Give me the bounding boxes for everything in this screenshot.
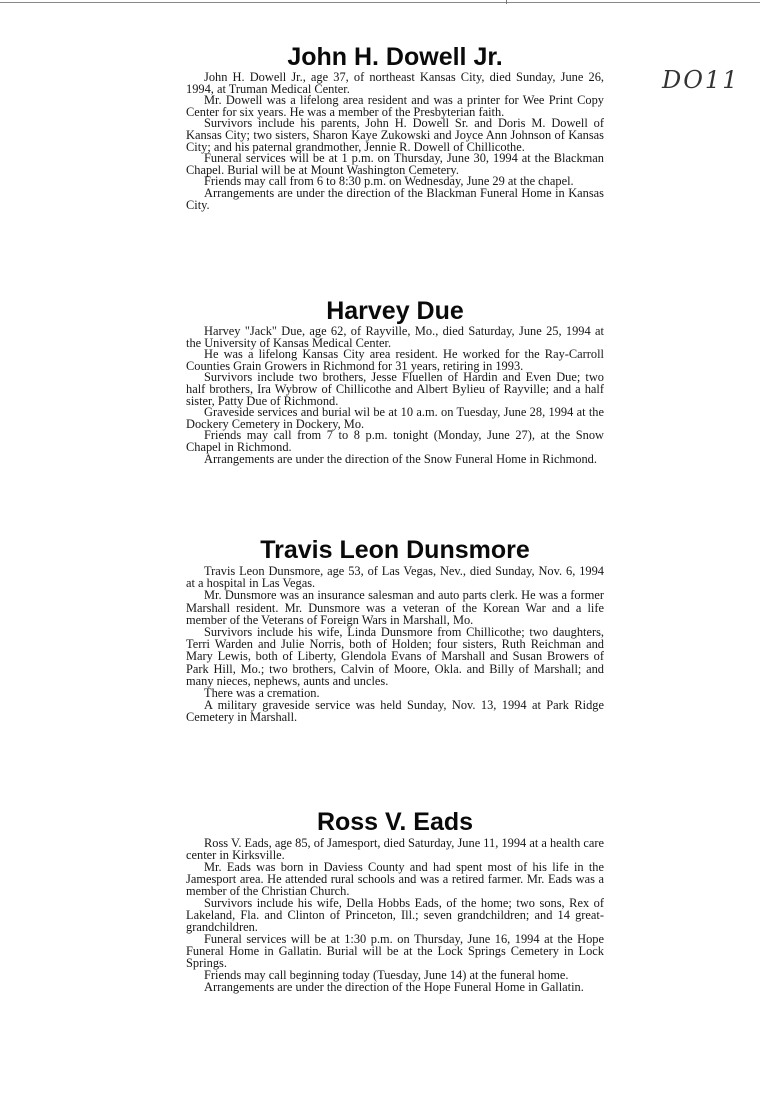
obituary-paragraph: Ross V. Eads, age 85, of Jamesport, died Saturday, June 11, 1994 at a health care center in Kirksville. <box>186 836 604 862</box>
obituary-paragraph: There was a cremation. <box>204 686 320 701</box>
obituary-name: Travis Leon Dunsmore <box>260 536 530 564</box>
obituary-name: Ross V. Eads <box>316 808 474 836</box>
obituary-paragraph: John H. Dowell Jr., age 37, of northeast Kansas City, died Sunday, June 26, 1994, at Truman Medical Center. <box>186 70 604 96</box>
obituary-paragraph: Survivors include his wife, Linda Dunsmore from Chillicothe; two daughters, Terri Warden and Julie Norris, both of Holden; four sisters, Ruth Reichman and Mary Lewis, both of Liberty, Glendola Evans of Marshall and Susan Browers of Park Hill, Mo.; two brothers, Calvin of Moore, Okla. and Billy of Marshall; and many nieces, nephews, aunts and uncles. <box>186 625 604 688</box>
obituary-paragraph: Arrangements are under the direction of the Snow Funeral Home in Richmond. <box>204 451 597 466</box>
obituary-paragraph: Funeral services will be at 1 p.m. on Thursday, June 30, 1994 at the Blackman Chapel. Burial will be at Mount Washington Cemetery. <box>186 151 604 177</box>
obituary-name: John H. Dowell Jr. <box>287 43 503 71</box>
obituary-name: Harvey Due <box>326 297 464 325</box>
obituary-body <box>186 326 604 465</box>
handwritten-code: DO11 <box>662 66 740 94</box>
top-border-rule <box>0 2 760 3</box>
obituary-paragraph: Arrangements are under the direction of the Hope Funeral Home in Gallatin. <box>204 980 584 994</box>
obituary-paragraph: Graveside services and burial wil be at 10 a.m. on Tuesday, June 28, 1994 at the Dockery Cemetery in Dockery, Mo. <box>186 405 604 431</box>
obituary-paragraph: Mr. Dowell was a lifelong area resident and was a printer for Wee Print Copy Center for six years. He was a member of the Presbyterian faith. <box>186 93 604 119</box>
obituary-paragraph: Mr. Eads was born in Daviess County and had spent most of his life in the Jamesport area. He attended rural schools and was a retired farmer. Mr. Eads was a member of the Christian Church. <box>186 860 604 898</box>
top-border-tick <box>506 0 507 4</box>
obituary-paragraph: Travis Leon Dunsmore, age 53, of Las Vegas, Nev., died Sunday, Nov. 6, 1994 at a hospital in Las Vegas. <box>186 564 604 591</box>
obituary-paragraph: Friends may call from 7 to 8 p.m. tonight (Monday, June 27), at the Snow Chapel in Richmond. <box>186 428 604 454</box>
obituary-travis-dunsmore <box>186 535 604 724</box>
obituary-paragraph: Funeral services will be at 1:30 p.m. on Thursday, June 16, 1994 at the Hope Funeral Home in Gallatin. Burial will be at the Lock Springs Cemetery in Lock Springs. <box>186 932 604 970</box>
obituary-paragraph: He was a lifelong Kansas City area resident. He worked for the Ray-Carroll Counties Grain Growers in Richmond for 31 years, retiring in 1993. <box>186 347 604 373</box>
obituary-paragraph: Survivors include his parents, John H. Dowell Sr. and Doris M. Dowell of Kansas City; two sisters, Sharon Kaye Zukowski and Joyce Ann Johnson of Kansas City; and his paternal grandmother, Jennie R. Dowell of Chillicothe. <box>186 116 604 154</box>
obituary-ross-eads <box>186 807 604 993</box>
obituary-paragraph: Survivors include two brothers, Jesse Fluellen of Hardin and Even Due; two half brothers, Ira Wybrow of Chillicothe and Albert Bylieu of Rayville; and a half sister, Patty Due of Richmond. <box>186 370 604 408</box>
obituary-body <box>186 72 604 211</box>
obituary-harvey-due <box>186 296 604 465</box>
obituary-paragraph: Friends may call from 6 to 8:30 p.m. on Wednesday, June 29 at the chapel. <box>204 174 574 189</box>
obituary-body <box>186 837 604 993</box>
obituary-paragraph: Survivors include his wife, Della Hobbs Eads, of the home; two sons, Rex of Lakeland, Fla. and Clinton of Princeton, Ill.; seven grandchildren; and 14 great-grandchildren. <box>186 896 604 934</box>
obituary-paragraph: Harvey "Jack" Due, age 62, of Rayville, Mo., died Saturday, June 25, 1994 at the University of Kansas Medical Center. <box>186 324 604 350</box>
obituary-john-dowell <box>186 42 604 211</box>
obituary-paragraph: Mr. Dunsmore was an insurance salesman and auto parts clerk. He was a former Marshall resident. Mr. Dunsmore was a veteran of the Korean War and a life member of the Veterans of Foreign Wars in Marshall, Mo. <box>186 588 604 627</box>
obituary-paragraph: Friends may call beginning today (Tuesday, June 14) at the funeral home. <box>204 968 569 982</box>
obituary-body <box>186 565 604 724</box>
obituary-paragraph: A military graveside service was held Sunday, Nov. 13, 1994 at Park Ridge Cemetery in Marshall. <box>186 698 604 725</box>
obituary-paragraph: Arrangements are under the direction of the Blackman Funeral Home in Kansas City. <box>186 185 604 212</box>
